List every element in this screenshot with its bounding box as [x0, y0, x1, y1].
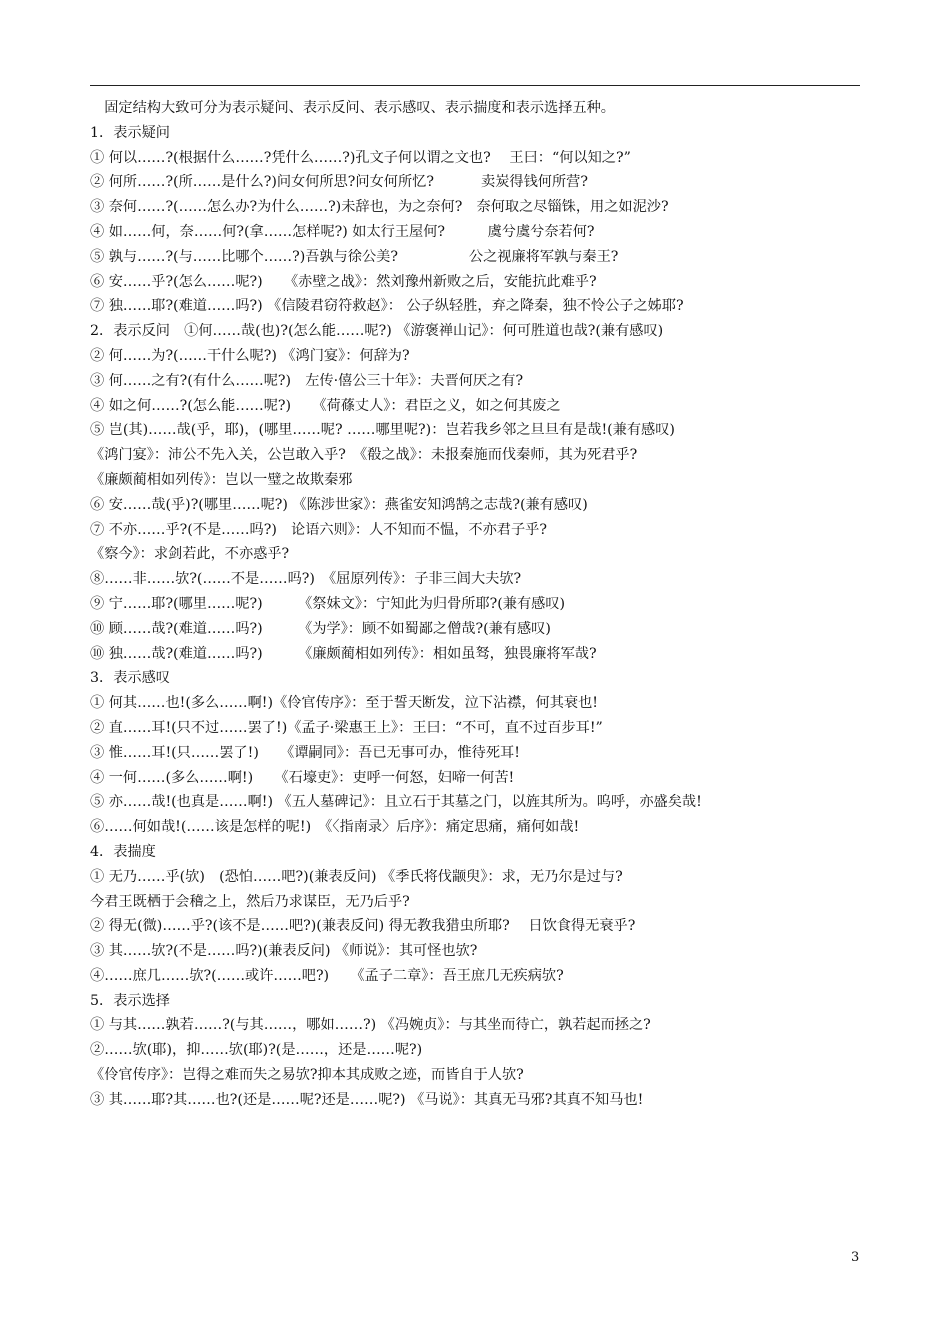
- text-line: ② 直……耳!(只不过……罢了!)《孟子·梁惠王上》：王曰：“不可，直不过百步耳!”: [90, 719, 603, 736]
- document-body: [90, 96, 865, 1113]
- text-line: ④ 如……何，奈……何?(拿……怎样呢?) 如太行王屋何? 虞兮虞兮奈若何?: [90, 223, 595, 240]
- text-line: ③ 惟……耳!(只……罢了!) 《谭嗣同》：吾已无事可办，惟待死耳!: [90, 744, 520, 761]
- text-line: ②……欤(耶)，抑……欤(耶)?(是……，还是……呢?): [90, 1042, 423, 1059]
- text-line: ⑦ 独……耶?(难道……吗?) 《信陵君窃符救赵》： 公子纵轻胜，弃之降秦，独不怜公子之姊耶?: [90, 298, 684, 315]
- text-line: ① 何其……也!(多么……啊!)《伶官传序》：至于誓天断发，泣下沾襟，何其衰也!: [90, 695, 598, 712]
- text-line: 固定结构大致可分为表示疑问、表示反问、表示感叹、表示揣度和表示选择五种。: [90, 100, 615, 116]
- text-line: 《廉颇蔺相如列传》：岂以一璧之故欺秦邪: [90, 471, 353, 488]
- text-line: 《察今》：求剑若此，不亦惑乎?: [90, 546, 290, 563]
- section-heading: 5．表示选择: [90, 992, 170, 1009]
- text-line: ⑦ 不亦……乎?(不是……吗?) 论语六则》：人不知而不愠，不亦君子乎?: [90, 521, 547, 538]
- text-line: ⑩ 独……哉?(难道……吗?) 《廉颇蔺相如列传》：相如虽驽，独畏廉将军哉?: [90, 645, 597, 662]
- page-number: 3: [851, 1250, 860, 1265]
- text-line: ① 与其……孰若……?(与其……，哪如……?) 《冯婉贞》：与其坐而待亡，孰若起而拯之?: [90, 1017, 651, 1034]
- text-line: ② 何……为?(……干什么呢?) 《鸿门宴》：何辞为?: [90, 347, 410, 364]
- text-line: ③ 何……之有?(有什么……呢?) 左传·僖公三十年》：夫晋何厌之有?: [90, 372, 524, 389]
- text-line: ① 何以……?(根据什么……?凭什么……?)孔文子何以谓之文也? 王曰：“何以知之?”: [90, 149, 631, 166]
- text-line: ③ 奈何……?(……怎么办?为什么……?)未辞也，为之奈何? 奈何取之尽锱铢，用之如泥沙?: [90, 199, 669, 216]
- text-line: ⑥……何如哉!(……该是怎样的呢!) 《〈指南录〉后序》：痛定思痛，痛何如哉!: [90, 819, 580, 836]
- section-heading: 3．表示感叹: [90, 670, 170, 687]
- text-line: ① 无乃……乎(欤) (恐怕……吧?)(兼表反问) 《季氏将伐颛臾》：求，无乃尔是过与?: [90, 868, 623, 885]
- section-heading: 2．表示反问 ①何……哉(也)?(怎么能……呢?) 《游褒禅山记》：何可胜道也哉?(兼有感叹): [90, 323, 664, 340]
- text-line: ⑨ 宁……耶?(哪里……呢?) 《祭妹文》：宁知此为归骨所耶?(兼有感叹): [90, 595, 566, 612]
- text-line: ③ 其……耶?其……也?(还是……呢?还是……呢?) 《马说》：其真无马邪?其真不知马也!: [90, 1091, 644, 1108]
- text-line: 《伶官传序》：岂得之难而失之易欤?抑本其成败之迹，而皆自于人欤?: [90, 1067, 524, 1084]
- text-line: ③ 其……欤?(不是……吗?)(兼表反问) 《师说》：其可怪也欤?: [90, 943, 478, 960]
- text-line: ⑩ 顾……哉?(难道……吗?) 《为学》：顾不如蜀鄙之僧哉?(兼有感叹): [90, 620, 551, 637]
- text-line: ⑥ 安……哉(乎)?(哪里……呢?) 《陈涉世家》：燕雀安知鸿鹄之志哉?(兼有感叹): [90, 496, 588, 513]
- text-line: ⑤ 岂(其)……哉(乎，耶)，(哪里……呢? ……哪里呢?)：岂若我乡邻之旦旦有是哉!(兼有感叹): [90, 422, 675, 439]
- text-line: ④ 一何……(多么……啊!) 《石壕吏》：吏呼一何怒，妇啼一何苦!: [90, 769, 515, 786]
- text-line: ⑤ 孰与……?(与……比哪个……?)吾孰与徐公美? 公之视廉将军孰与秦王?: [90, 248, 619, 265]
- text-line: 《鸿门宴》：沛公不先入关，公岂敢入乎? 《殽之战》：未报秦施而伐秦师，其为死君乎?: [90, 447, 638, 464]
- text-line: ⑥ 安……乎?(怎么……呢?) 《赤壁之战》：然刘豫州新败之后，安能抗此难乎?: [90, 273, 597, 290]
- header-rule: [90, 85, 860, 86]
- text-line: ② 何所……?(所……是什么?)问女何所思?问女何所忆? 卖炭得钱何所营?: [90, 174, 588, 191]
- text-line: ② 得无(微)……乎?(该不是……吧?)(兼表反问) 得无教我猎虫所耶? 日饮食得无衰乎?: [90, 918, 636, 935]
- section-heading: 4．表揣度: [90, 843, 156, 860]
- text-line: ⑧……非……欤?(……不是……吗?) 《屈原列传》：子非三闾大夫欤?: [90, 571, 522, 588]
- text-line: ⑤ 亦……哉!(也真是……啊!) 《五人墓碑记》：且立石于其墓之门，以旌其所为。呜呼，亦盛矣哉!: [90, 794, 702, 811]
- text-line: ④ 如之何……?(怎么能……呢?) 《荷蓧丈人》：君臣之义，如之何其废之: [90, 397, 561, 414]
- text-line: 今君王既栖于会稽之上，然后乃求谋臣，无乃后乎?: [90, 893, 410, 910]
- text-line: ④……庶几……欤?(……或许……吧?) 《孟子二章》：吾王庶几无疾病欤?: [90, 967, 564, 984]
- section-heading: 1．表示疑问: [90, 124, 170, 141]
